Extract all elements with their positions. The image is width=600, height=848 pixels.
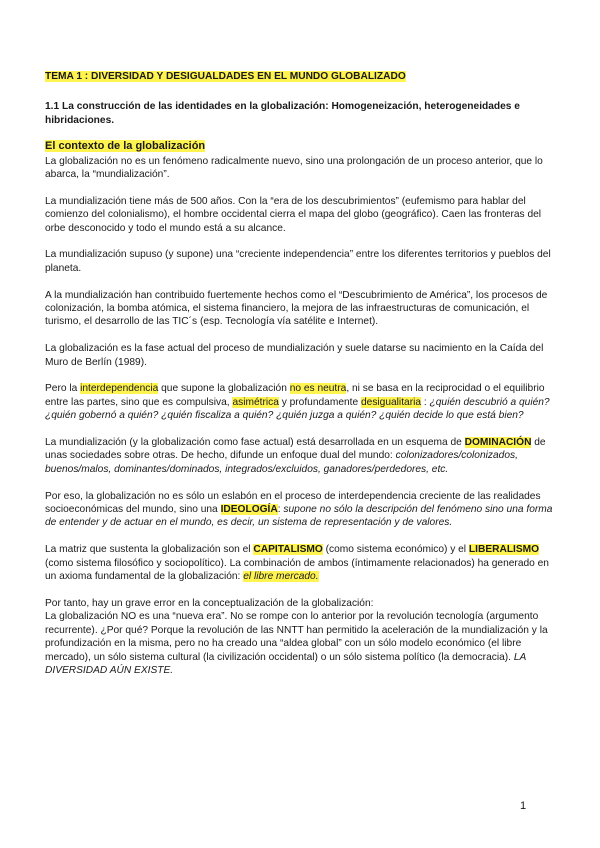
highlight-interdependencia: interdependencia — [80, 383, 159, 395]
paragraph-4: A la mundialización han contribuido fuertemente hechos como el “Descubrimiento de América”, los procesos de colonización, la bomba atómica, el sistema financiero, la mejora de las infraestructuras de comunicación, el turismo, el desarrollo de las TIC´s (esp. Tecnología vía satélite e Internet). — [45, 289, 548, 328]
p10-text: La globalización NO es una “nueva era”. No se rompe con lo anterior por la revolución tecnología (argumento recurrente). ¿Por qué? Porque la revolución de las NNTT han permitido la aceleración de la mundialización y la profundización en la misma, pero no ha creado una “aldea global” con un sólo modelo económico (el libre mercado), un sólo sistema cultural (la civilización occidental) o un sólo sistema político (la democracia). — [45, 611, 548, 663]
paragraph-6 — [45, 382, 560, 422]
p7-italic-dualities: colonizadores/colonizados, buenos/malos, dominantes/dominados, integrados/excluidos, ganadores/perdedores, etc. — [45, 450, 518, 475]
paragraph-7 — [45, 436, 560, 476]
p7-text-a: La mundialización (y la globalización como fase actual) está desarrollada en un esquema de — [45, 437, 465, 449]
section-heading — [45, 140, 560, 153]
paragraph-1: La globalización no es un fenómeno radicalmente nuevo, sino una prolongación de un proceso anterior, que lo abarca, la “mundialización”. — [45, 155, 543, 181]
paragraph-2: La mundialización tiene más de 500 años. Con la “era de los descubrimientos” (eufemismo para hablar del comienzo del colonialismo), el hombre occidental cierra el mapa del globo (geográfico). Caen las fronteras del orbe desconocido y todo el mundo está a su alcance. — [45, 195, 542, 234]
highlight-ideologia: IDEOLOGÍA — [220, 504, 278, 516]
paragraph-10 — [45, 610, 560, 677]
page-number: 1 — [520, 800, 527, 812]
paragraph-5: La globalización es la fase actual del proceso de mundialización y suele datarse su nacimiento en la Caída del Muro de Berlín (1989). — [45, 343, 544, 368]
document-subtitle: 1.1 La construcción de las identidades en la globalización: Homogeneización, heterogeneidades e hibridaciones. — [45, 101, 520, 126]
p6-text-c: , ni se basa en la reciprocidad o el equilibrio entre las partes, sino que es compulsiva, — [45, 383, 545, 408]
p9-text-a: La matriz que sustenta la globalización son el — [45, 544, 254, 556]
document-body — [45, 70, 560, 677]
p9-text-c: (como sistema filosófico y sociopolítico). La combinación de ambos (íntimamente relacionados) ha generado en un axioma fundamental de la globalización: — [45, 557, 549, 583]
p9-text-b: (como sistema económico) y el — [322, 544, 469, 556]
paragraph-9 — [45, 543, 560, 583]
highlight-desigualitaria: desigualitaria — [360, 396, 422, 408]
highlight-libre-mercado: el libre mercado. — [243, 571, 319, 583]
highlight-no-es-neutra: no es neutra — [289, 383, 347, 395]
document-title — [45, 70, 560, 83]
p6-text-e: : — [421, 396, 430, 408]
highlight-asimetrica: asimétrica — [232, 396, 279, 408]
p6-text-b: que supone la globalización — [158, 383, 290, 395]
title-highlight: TEMA 1 : DIVERSIDAD Y DESIGUALDADES EN EL MUNDO GLOBALIZADO — [45, 71, 406, 82]
paragraph-10-intro: Por tanto, hay un grave error en la conceptualización de la globalización: — [45, 597, 374, 609]
paragraph-3: La mundialización supuso (y supone) una “creciente independencia” entre los diferentes territorios y pueblos del planeta. — [45, 249, 551, 274]
highlight-liberalismo: LIBERALISMO — [468, 544, 540, 556]
p10-italic-diversidad: LA DIVERSIDAD AÚN EXISTE. — [45, 651, 526, 676]
p8-text-b: : — [277, 504, 284, 516]
p8-text-a: Por eso, la globalización no es sólo un eslabón en el proceso de interdependencia creciente de las realidades socioeconómicas del mundo, sino una — [45, 490, 541, 516]
p8-italic-definition: supone no sólo la descripción del fenómeno sino una forma de entender y de actuar en el mundo, es decir, un sistema de representación y de valores. — [45, 504, 553, 529]
highlight-capitalismo: CAPITALISMO — [253, 544, 323, 556]
p6-italic-questions: ¿quién descubrió a quién? ¿quién gobernó a quién? ¿quién fiscaliza a quién? ¿quién juzga a quién? ¿quién decide lo que está bien? — [45, 396, 550, 422]
p6-text-a: Pero la — [45, 383, 81, 395]
p6-text-d: y profundamente — [278, 396, 361, 408]
highlight-dominacion: DOMINACIÓN — [464, 437, 532, 449]
paragraph-8 — [45, 490, 560, 530]
p7-text-b: de unas sociedades sobre otras. De hecho, difunde un enfoque dual del mundo: — [45, 437, 546, 462]
section-heading-highlight: El contexto de la globalización — [45, 140, 206, 153]
